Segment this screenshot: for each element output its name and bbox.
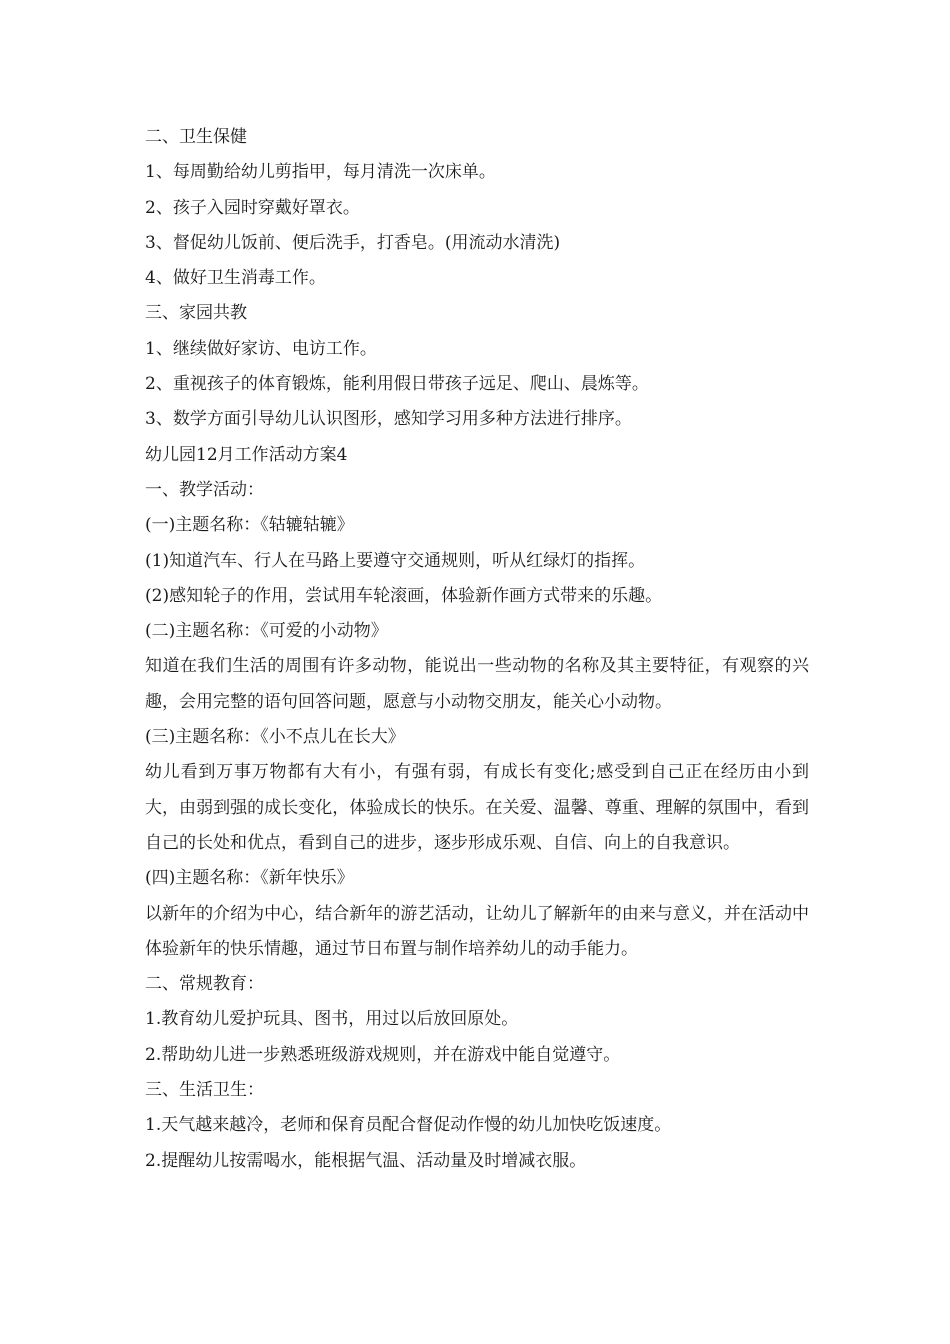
section-heading: 二、卫生保健 <box>145 127 247 147</box>
paragraph: 幼儿看到万事万物都有大有小，有强有弱，有成长有变化;感受到自己正在经历由小到大，由弱到强的成长变化，体验成长的快乐。在关爱、温馨、尊重、理解的氛围中，看到自己的长处和优点，看到自己的进步，逐步形成乐观、自信、向上的自我意识。 <box>145 762 809 853</box>
paragraph: 以新年的介绍为中心，结合新年的游艺活动，让幼儿了解新年的由来与意义，并在活动中体验新年的快乐情趣，通过节日布置与制作培养幼儿的动手能力。 <box>145 903 809 959</box>
list-item: 2、孩子入园时穿戴好罩衣。 <box>145 197 360 218</box>
list-item: 2.帮助幼儿进一步熟悉班级游戏规则，并在游戏中能自觉遵守。 <box>145 1044 621 1065</box>
list-item: 3、督促幼儿饭前、便后洗手，打香皂。(用流动水清洗) <box>145 232 561 253</box>
list-item: 4、做好卫生消毒工作。 <box>145 268 326 289</box>
section-heading: 三、生活卫生： <box>145 1080 264 1101</box>
document-title: 幼儿园12月工作活动方案4 <box>145 444 348 465</box>
list-item: (2)感知轮子的作用，尝试用车轮滚画，体验新作画方式带来的乐趣。 <box>145 585 663 606</box>
subheading: (四)主题名称：《新年快乐》 <box>145 868 354 889</box>
subheading: (二)主题名称：《可爱的小动物》 <box>145 621 388 642</box>
list-item: 1、继续做好家访、电访工作。 <box>145 338 377 359</box>
subheading: (三)主题名称：《小不点儿在长大》 <box>145 727 405 748</box>
section-heading: 二、常规教育： <box>145 974 264 995</box>
section-heading: 三、家园共教 <box>145 303 247 324</box>
list-item: 1.天气越来越冷，老师和保育员配合督促动作慢的幼儿加快吃饭速度。 <box>145 1115 672 1136</box>
list-item: (1)知道汽车、行人在马路上要遵守交通规则，听从红绿灯的指挥。 <box>145 550 646 571</box>
list-item: 3、数学方面引导幼儿认识图形，感知学习用多种方法进行排序。 <box>145 409 632 430</box>
list-item: 2、重视孩子的体育锻炼，能利用假日带孩子远足、爬山、晨炼等。 <box>145 374 649 395</box>
document-page <box>145 120 809 1179</box>
list-item: 2.提醒幼儿按需喝水，能根据气温、活动量及时增减衣服。 <box>145 1150 587 1171</box>
subheading: (一)主题名称：《轱辘轱辘》 <box>145 515 354 536</box>
section-heading: 一、教学活动： <box>145 479 264 500</box>
list-item: 1.教育幼儿爱护玩具、图书，用过以后放回原处。 <box>145 1009 519 1030</box>
list-item: 1、每周勤给幼儿剪指甲，每月清洗一次床单。 <box>145 162 496 183</box>
paragraph: 知道在我们生活的周围有许多动物，能说出一些动物的名称及其主要特征，有观察的兴趣，会用完整的语句回答问题，愿意与小动物交朋友，能关心小动物。 <box>145 656 809 712</box>
